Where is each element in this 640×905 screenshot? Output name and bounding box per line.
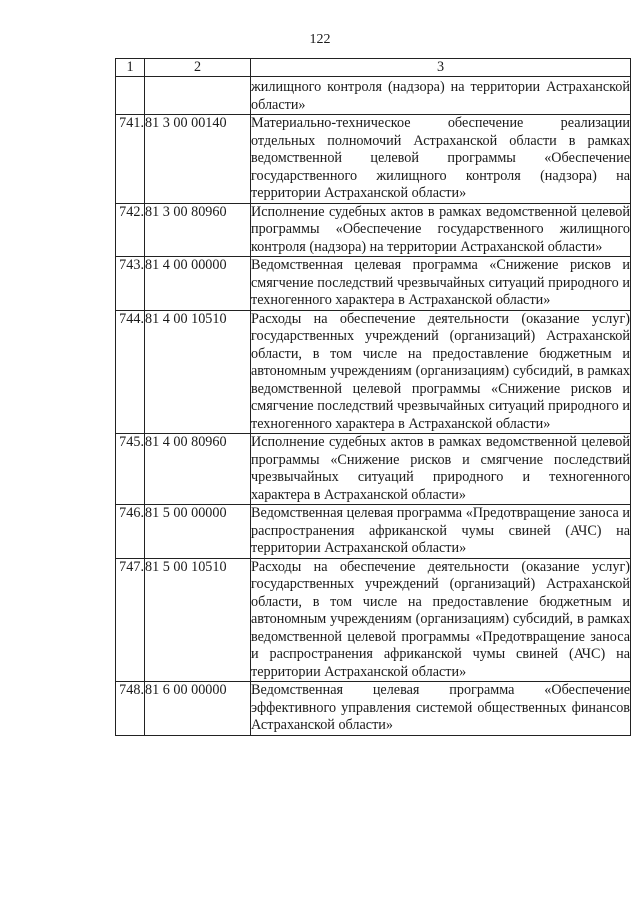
row-description: Материально-техническое обеспечение реализации отдельных полномочий Астраханской области в рамках ведомственной целевой программы «Обеспечение государственного жилищного контроля (надзора) на территории Астраханской области»: [251, 115, 630, 201]
budget-classification-table: [115, 58, 631, 736]
table-row: [116, 257, 631, 311]
row-number: 743.: [116, 257, 145, 311]
table-row: [116, 310, 631, 434]
row-number: 746.: [116, 505, 145, 559]
table-row: [116, 682, 631, 736]
row-code: 81 3 00 00140: [145, 115, 251, 204]
table-row: [116, 434, 631, 505]
row-description: Ведомственная целевая программа «Снижение рисков и смягчение последствий чрезвычайных ситуаций природного и техногенного характера в Астраханской области»: [251, 257, 630, 308]
row-number: [116, 77, 145, 115]
row-code: 81 4 00 10510: [145, 310, 251, 434]
row-number: 741.: [116, 115, 145, 204]
table-row: [116, 115, 631, 204]
row-description: Расходы на обеспечение деятельности (оказание услуг) государственных учреждений (организаций) Астраханской области, в том числе на предоставление бюджетным и автономным учреждениям (организациям) субсидий, в рамках ведомственной целевой программы «Предотвращение заноса и распространения африканской чумы свиней (АЧС) на территории Астраханской области»: [251, 558, 630, 680]
row-number: 748.: [116, 682, 145, 736]
row-code: 81 5 00 00000: [145, 505, 251, 559]
table-row: [116, 203, 631, 257]
row-description: Ведомственная целевая программа «Предотвращение заноса и распространения африканской чумы свиней (АЧС) на территории Астраханской области»: [251, 505, 630, 556]
row-code: 81 6 00 00000: [145, 682, 251, 736]
row-number: 745.: [116, 434, 145, 505]
row-code: 81 4 00 80960: [145, 434, 251, 505]
row-number: 742.: [116, 203, 145, 257]
column-header-number: 1: [116, 59, 145, 77]
table-row: [116, 505, 631, 559]
row-description: жилищного контроля (надзора) на территории Астраханской области»: [251, 77, 631, 115]
row-code: 81 3 00 80960: [145, 203, 251, 257]
row-description: Ведомственная целевая программа «Обеспечение эффективного управления системой общественных финансов Астраханской области»: [251, 682, 630, 733]
page-number: 122: [309, 32, 331, 47]
row-description: Исполнение судебных актов в рамках ведомственной целевой программы «Снижение рисков и смягчение последствий чрезвычайных ситуаций природного и техногенного характера в Астраханской области»: [251, 434, 630, 503]
table-row: [116, 558, 631, 682]
row-code: [145, 77, 251, 115]
row-description: Расходы на обеспечение деятельности (оказание услуг) государственных учреждений (организаций) Астраханской области, в том числе на предоставление бюджетным и автономным учреждениям (организациям) субсидий, в рамках ведомственной целевой программы «Снижение рисков и смягчение последствий чрезвычайных ситуаций природного и техногенного характера в Астраханской области»: [251, 310, 630, 432]
row-description: Исполнение судебных актов в рамках ведомственной целевой программы «Обеспечение государственного жилищного контроля (надзора) на территории Астраханской области»: [251, 203, 630, 255]
column-header-code: 2: [145, 59, 251, 77]
table-row: [116, 77, 631, 115]
row-number: 744.: [116, 310, 145, 434]
column-header-description: 3: [251, 59, 631, 77]
row-code: 81 5 00 10510: [145, 558, 251, 682]
row-code: 81 4 00 00000: [145, 257, 251, 311]
table-header-row: [116, 59, 631, 77]
row-number: 747.: [116, 558, 145, 682]
